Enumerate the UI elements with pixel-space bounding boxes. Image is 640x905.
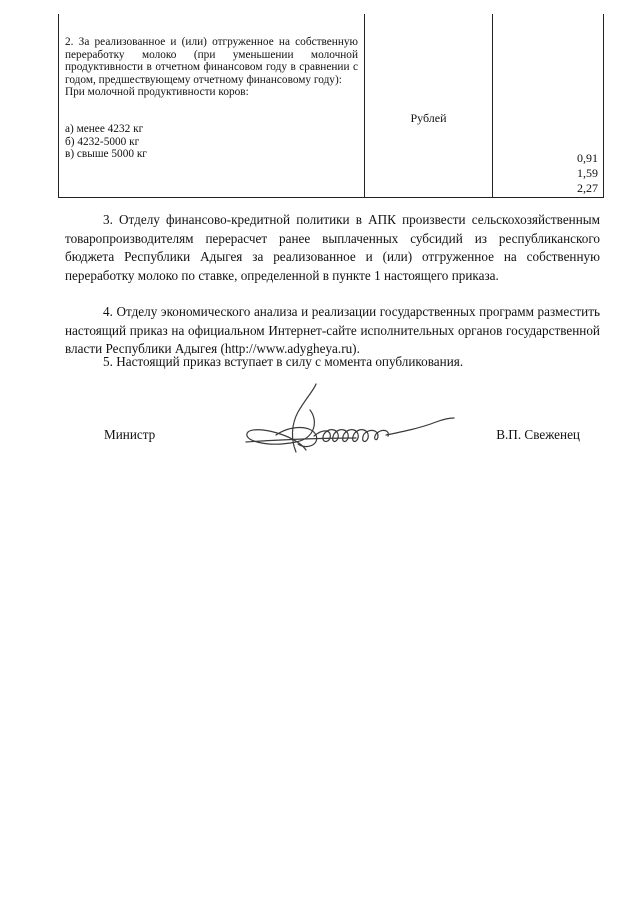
row-label-b: б) 4232-5000 кг [65, 135, 140, 148]
paragraph-5: 5. Настоящий приказ вступает в силу с момента опубликования. [103, 354, 464, 369]
rate-value-a: 0,91 [577, 151, 598, 165]
rate-value-b: 1,59 [577, 166, 598, 180]
rates-table [58, 14, 604, 198]
paragraph-3: 3. Отделу финансово-кредитной политики в АПК произвести сельскохозяйственным товаропроизводителям перерасчет ранее выплаченных субсидий из республиканского бюджета Республики Адыгея за реализованное и (или) отгруженное на собственную переработку молоко по ставке, определенной в пункте 1 настоящего приказа. [65, 212, 600, 283]
row-label-c: в) свыше 5000 кг [65, 148, 147, 161]
unit-label: Рублей [410, 111, 447, 125]
row-label-a: а) менее 4232 кг [65, 122, 144, 135]
value-cell [493, 14, 603, 197]
rate-values [577, 151, 598, 196]
item-2-text: 2. За реализованное и (или) отгруженное на собственную переработку молоко (при уменьшении молочной продуктивности в отчетном финансовом году в сравнении с годом, предшествующему отчетному финансовому году): [65, 36, 358, 86]
unit-cell [365, 14, 493, 197]
description-cell [59, 14, 365, 197]
rate-value-c: 2,27 [577, 181, 598, 195]
signer-name: В.П. Свеженец [496, 427, 580, 442]
handwritten-signature [236, 380, 456, 460]
signer-title: Министр [104, 427, 156, 442]
productivity-label: При молочной продуктивности коров: [65, 86, 249, 99]
paragraph-4: 4. Отделу экономического анализа и реализации государственных программ разместить настоящий приказ на официальном Интернет-сайте исполнительных органов государственной власти Республики Адыгея (http://www.adygheya.ru). [65, 304, 600, 357]
